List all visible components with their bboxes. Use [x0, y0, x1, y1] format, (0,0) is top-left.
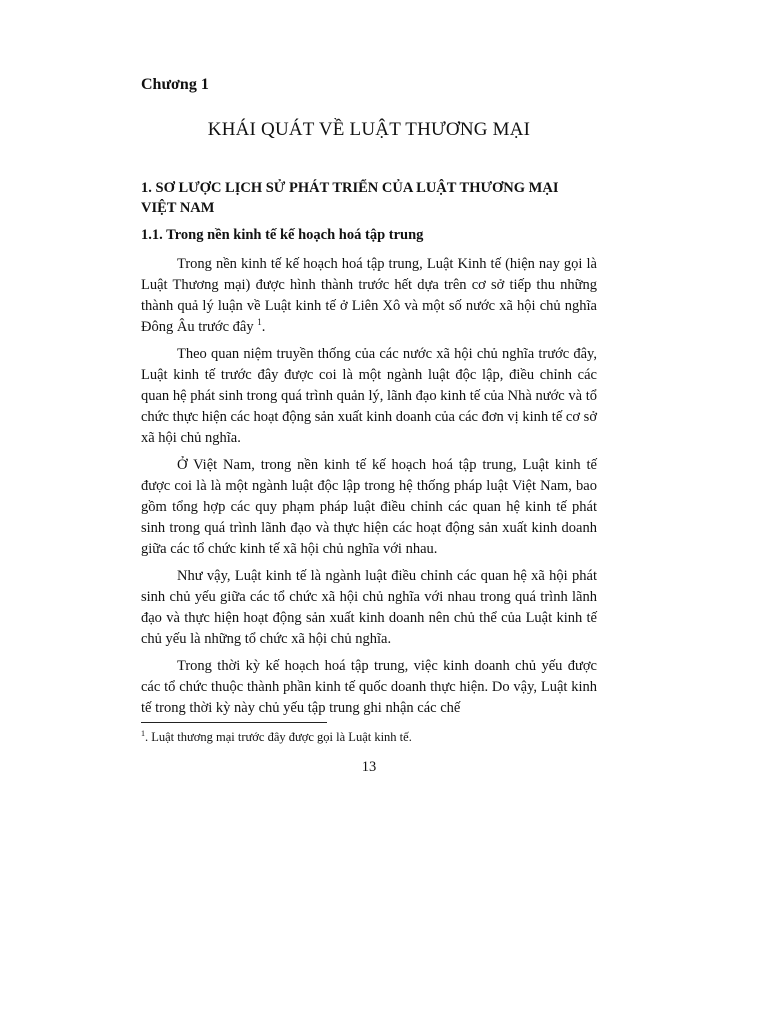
page-number: 13 — [361, 759, 377, 775]
footnote-mark: 1 — [141, 728, 145, 738]
footnote — [141, 730, 412, 745]
paragraph-4: Như vậy, Luật kinh tế là ngành luật điều chỉnh các quan hệ xã hội phát sinh chủ yếu giữa các tổ chức xã hội chủ nghĩa với nhau trong quá trình lãnh đạo và thực hiện hoạt động sản xuất kinh doanh nên chủ thể của Luật kinh tế chủ yếu là những tổ chức xã hội chủ nghĩa. — [141, 568, 597, 647]
paragraph-2: Theo quan niệm truyền thống của các nước xã hội chủ nghĩa trước đây, Luật kinh tế trước đây được coi là một ngành luật độc lập, điều chỉnh các quan hệ phát sinh trong quá trình quản lý, lãnh đạo kinh tế của Nhà nước và tổ chức thực hiện các hoạt động sản xuất kinh doanh của các đơn vị kinh tế cơ sở xã hội chủ nghĩa. — [141, 346, 597, 446]
paragraph-1-text: Trong nền kinh tế kế hoạch hoá tập trung, Luật Kinh tế (hiện nay gọi là Luật Thương mại) được hình thành trước hết dựa trên cơ sở tiếp thu những thành quả lý luận về Luật kinh tế ở Liên Xô và một số nước xã hội chủ nghĩa Đông Âu trước đây — [141, 256, 597, 335]
chapter-label: Chương 1 — [141, 76, 209, 93]
paragraph-3: Ở Việt Nam, trong nền kinh tế kế hoạch hoá tập trung, Luật kinh tế được coi là là một ngành luật độc lập trong hệ thống pháp luật Việt Nam, bao gồm tổng hợp các quy phạm pháp luật điều chỉnh các quan hệ kinh tế phát sinh trong quá trình lãnh đạo và thực hiện các hoạt động sản xuất kinh doanh giữa các tổ chức kinh tế xã hội chủ nghĩa với nhau. — [141, 457, 597, 557]
body-text — [141, 254, 597, 725]
paragraph-1 — [141, 254, 597, 338]
chapter-title: KHÁI QUÁT VỀ LUẬT THƯƠNG MẠI — [207, 119, 531, 140]
subsection-heading: 1.1. Trong nền kinh tế kế hoạch hoá tập trung — [141, 227, 424, 243]
footnote-reference: 1 — [257, 317, 262, 328]
section-heading: 1. SƠ LƯỢC LỊCH SỬ PHÁT TRIỂN CỦA LUẬT THƯƠNG MẠI VIỆT NAM — [141, 180, 559, 216]
paragraph-1-suffix: . — [261, 319, 266, 335]
paragraph-5: Trong thời kỳ kế hoạch hoá tập trung, việc kinh doanh chủ yếu được các tổ chức thuộc thành phần kinh tế quốc doanh thực hiện. Do vậy, Luật kinh tế trong thời kỳ này chủ yếu tập trung ghi nhận các chế — [141, 658, 597, 716]
footnote-text: . Luật thương mại trước đây được gọi là Luật kinh tế. — [145, 730, 412, 744]
footnote-divider — [141, 722, 327, 723]
